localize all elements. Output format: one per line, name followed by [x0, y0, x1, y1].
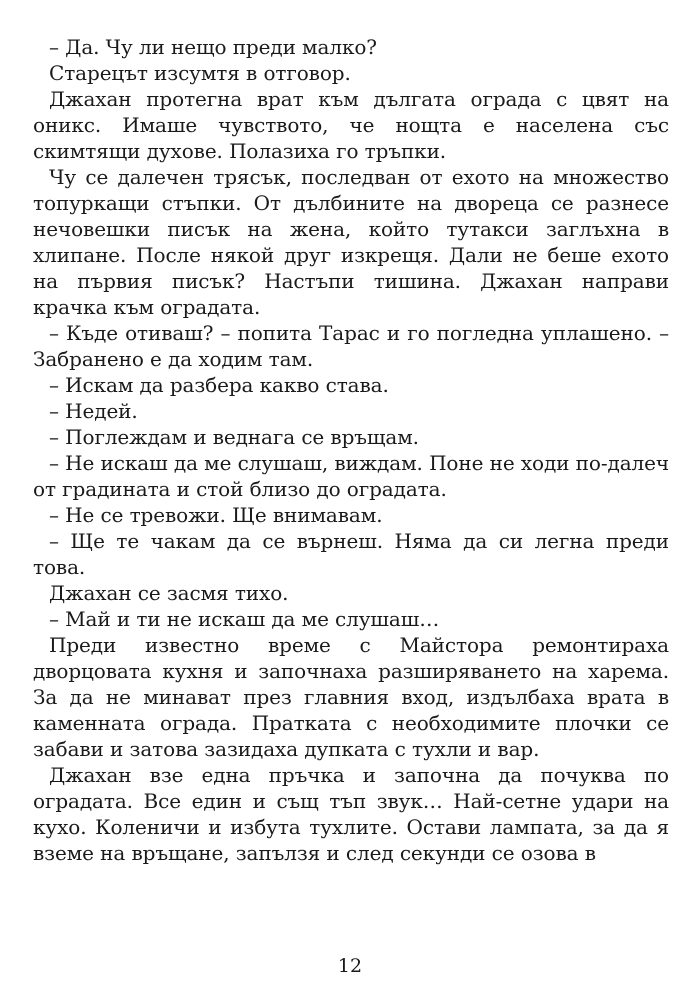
- paragraph: – Май и ти не искаш да ме слушаш…: [49, 607, 440, 631]
- paragraph: – Искам да разбера какво става.: [49, 373, 389, 397]
- paragraph: – Недей.: [49, 399, 138, 423]
- paragraph: Чу се далечен трясък, последван от ехото на множество топуркащи стъпки. От дълбините на двореца се разнесе нечовешки писък на жена, който тутакси заглъхна в хлипане. После някой друг изкрещя. Дали не беше ехото на първия писък? Настъпи тишина. Джахан направи крачка към оградата.: [33, 165, 669, 319]
- paragraph: – Да. Чу ли нещо преди малко?: [49, 35, 377, 59]
- paragraph: – Не се тревожи. Ще внимавам.: [49, 503, 383, 527]
- paragraph: Джахан протегна врат към дългата ограда с цвят на оникс. Имаше чувството, че нощта е населена със скимтящи духове. Полазиха го тръпки.: [33, 87, 669, 163]
- paragraph: Джахан взе една пръчка и започна да почуква по оградата. Все един и същ тъп звук… Най-сетне удари на кухо. Коленичи и избута тухлите. Остави лампата, за да я вземе на връщане, запълзя и след секунди се озова в: [33, 763, 669, 865]
- paragraph: – Не искаш да ме слушаш, виждам. Поне не ходи по-далеч от градината и стой близо до оградата.: [33, 451, 669, 501]
- paragraph: – Поглеждам и веднага се връщам.: [49, 425, 419, 449]
- page-number: 12: [337, 955, 363, 977]
- paragraph: Старецът изсумтя в отговор.: [49, 61, 351, 85]
- paragraph: Джахан се засмя тихо.: [49, 581, 289, 605]
- paragraph: Преди известно време с Майстора ремонтираха дворцовата кухня и започнаха разширяването на харема. За да не минават през главния вход, издълбаха врата в каменната ограда. Пратката с необходимите плочки се забави и затова зазидаха дупката с тухли и вар.: [33, 633, 669, 761]
- paragraph: – Къде отиваш? – попита Тарас и го погледна уплашено. – Забранено е да ходим там.: [33, 321, 669, 371]
- paragraph: – Ще те чакам да се върнеш. Няма да си легна преди това.: [33, 529, 669, 579]
- page-body: [33, 34, 669, 866]
